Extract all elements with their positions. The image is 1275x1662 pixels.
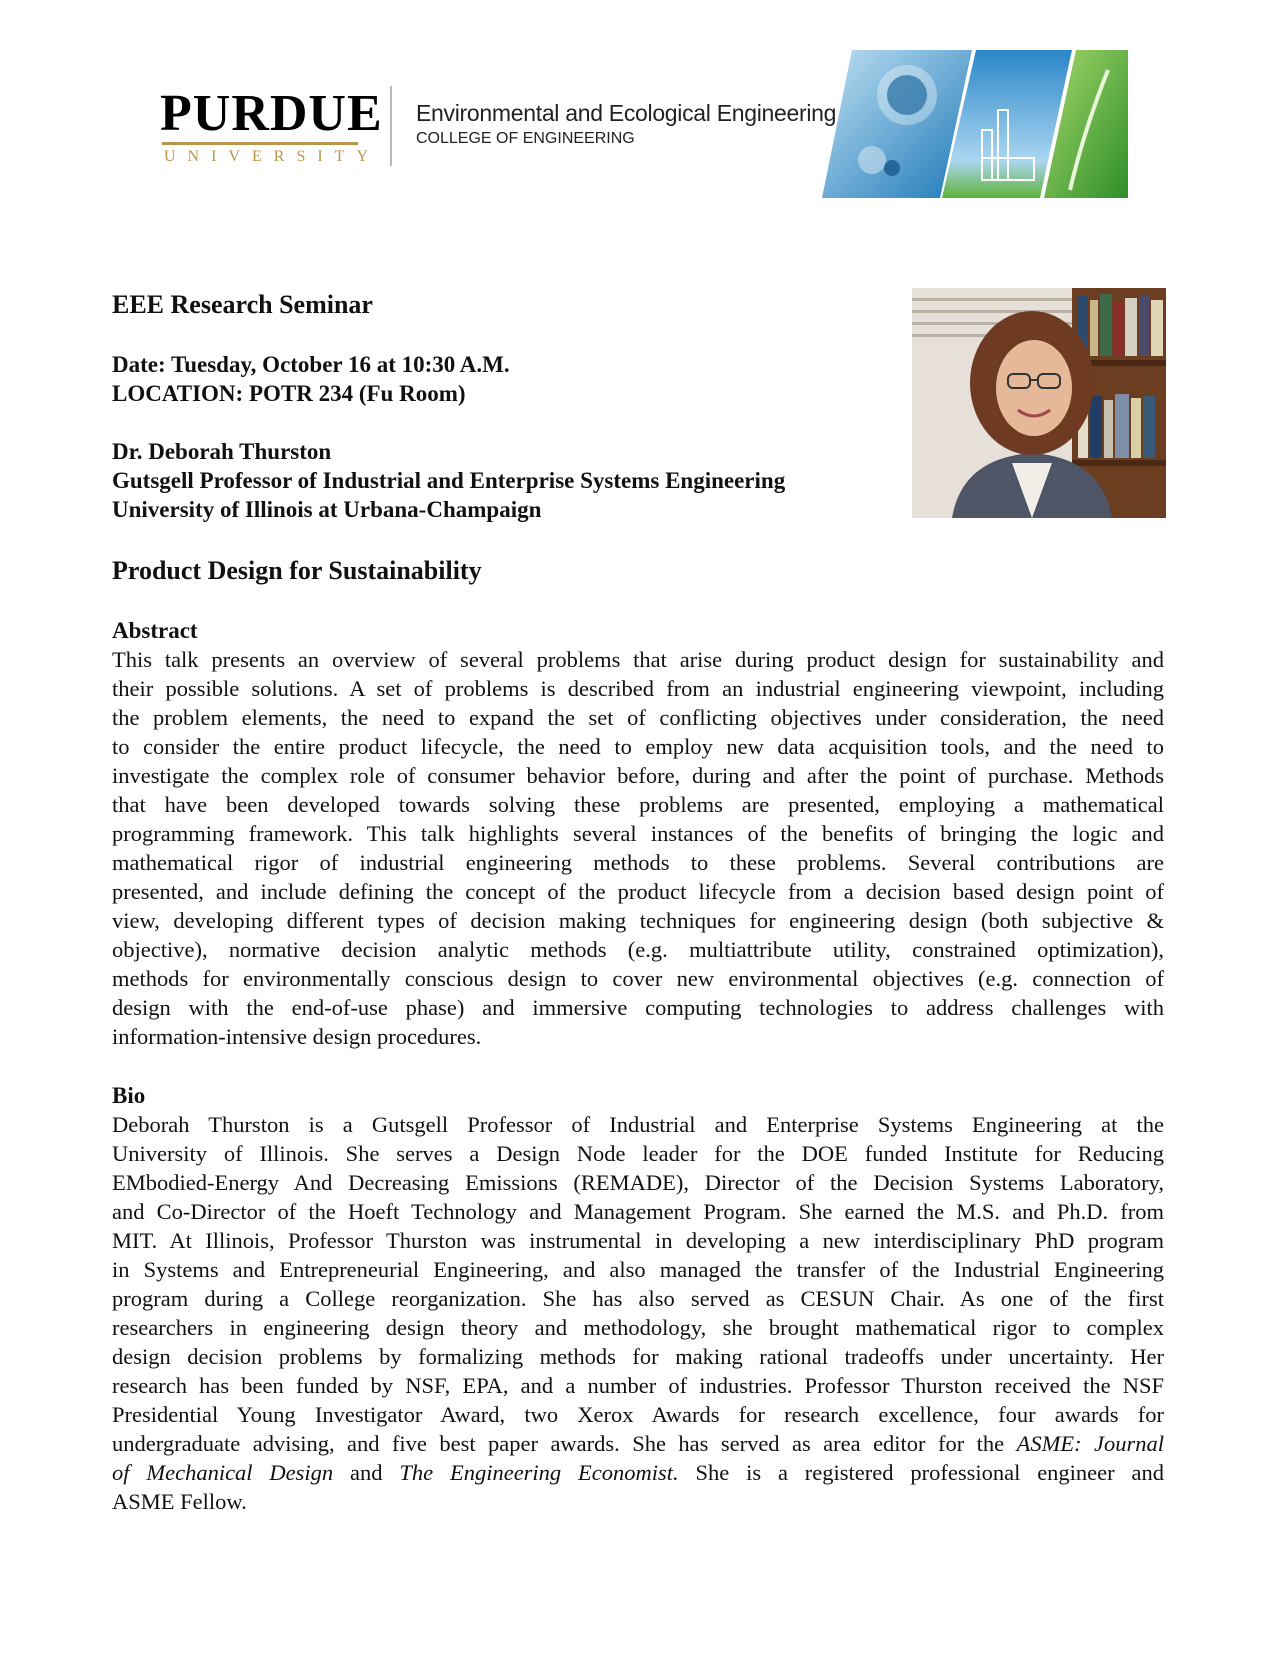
abstract-line: information-intensive design procedures.	[112, 1024, 482, 1049]
bio-line: Presidential Young Investigator Award, two Xerox Awards for research excellence, four awards for	[112, 1402, 1164, 1427]
abstract-line: that have been developed towards solving these problems are presented, employing a mathematical	[112, 792, 1164, 817]
bio-text-segment: She is a registered professional engineer and	[678, 1460, 1164, 1485]
header-divider	[390, 86, 392, 166]
abstract-line: the problem elements, the need to expand the set of conflicting objectives under consideration, the need	[112, 705, 1164, 730]
bio-line: MIT. At Illinois, Professor Thurston was instrumental in developing a new interdisciplinary PhD program	[112, 1228, 1164, 1253]
journal-name: ASME: Journal	[1016, 1431, 1164, 1456]
abstract-line: This talk presents an overview of several problems that arise during product design for sustainability and	[112, 647, 1164, 672]
journal-name-cont: of Mechanical Design	[112, 1460, 334, 1485]
bio-line-journal	[112, 1429, 1164, 1458]
bio-line: research has been funded by NSF, EPA, and a number of industries. Professor Thurston received the NSF	[112, 1373, 1164, 1398]
journal-name-2: The Engineering Economist.	[399, 1460, 679, 1485]
logo-rule	[162, 142, 358, 145]
talk-title: Product Design for Sustainability	[112, 556, 482, 585]
speaker-name: Dr. Deborah Thurston	[112, 439, 332, 464]
abstract-line: investigate the complex role of consumer behavior before, during and after the point of purchase. Methods	[112, 763, 1164, 788]
event-date: Date: Tuesday, October 16 at 10:30 A.M.	[112, 352, 510, 377]
speaker-photo	[912, 288, 1166, 518]
abstract-line: design with the end-of-use phase) and immersive computing technologies to address challenges with	[112, 995, 1164, 1020]
abstract-line: presented, and include defining the concept of the product lifecycle from a decision based design point of	[112, 879, 1164, 904]
abstract-line: mathematical rigor of industrial engineering methods to these problems. Several contributions are	[112, 850, 1164, 875]
college-name: COLLEGE OF ENGINEERING	[416, 130, 635, 147]
abstract-line: their possible solutions. A set of problems is described from an industrial engineering viewpoint, including	[112, 676, 1164, 701]
abstract-line: to consider the entire product lifecycle, the need to employ new data acquisition tools, and the need to	[112, 734, 1164, 759]
bio-line: in Systems and Entrepreneurial Engineering, and also managed the transfer of the Industrial Engineering	[112, 1257, 1164, 1282]
bio-heading: Bio	[112, 1083, 146, 1108]
bio-text-segment: and	[333, 1460, 400, 1485]
bio-line: researchers in engineering design theory and methodology, she brought mathematical rigor to complex	[112, 1315, 1164, 1340]
abstract-text	[112, 645, 1164, 1051]
university-wordmark: UNIVERSITY	[164, 148, 380, 165]
purdue-logo	[160, 85, 383, 168]
department-name: Environmental and Ecological Engineering	[416, 100, 837, 126]
seminar-series: EEE Research Seminar	[112, 290, 373, 319]
speaker-affiliation: University of Illinois at Urbana-Champaign	[112, 497, 542, 522]
bio-text	[112, 1110, 1164, 1516]
abstract-line: view, developing different types of decision making techniques for engineering design (both subjective &	[112, 908, 1164, 933]
speaker-position: Gutsgell Professor of Industrial and Enterprise Systems Engineering	[112, 468, 786, 493]
bio-line-journal-cont	[112, 1458, 1164, 1487]
bio-line: EMbodied-Energy And Decreasing Emissions (REMADE), Director of the Decision Systems Laboratory,	[112, 1170, 1164, 1195]
abstract-line: methods for environmentally conscious design to cover new environmental objectives (e.g. connection of	[112, 966, 1164, 991]
abstract-line: objective), normative decision analytic methods (e.g. multiattribute utility, constrained optimization),	[112, 937, 1164, 962]
bio-line: and Co-Director of the Hoeft Technology and Management Program. She earned the M.S. and Ph.D. from	[112, 1199, 1164, 1224]
bio-line: program during a College reorganization. She has also served as CESUN Chair. As one of the first	[112, 1286, 1164, 1311]
letterhead	[0, 0, 1275, 210]
event-location: LOCATION: POTR 234 (Fu Room)	[112, 381, 466, 406]
department-banner-image	[822, 50, 1128, 198]
bio-line: design decision problems by formalizing methods for making rational tradeoffs under uncertainty. Her	[112, 1344, 1164, 1369]
bio-line: University of Illinois. She serves a Design Node leader for the DOE funded Institute for Reducing	[112, 1141, 1164, 1166]
bio-line: Deborah Thurston is a Gutsgell Professor of Industrial and Enterprise Systems Engineering at the	[112, 1112, 1164, 1137]
bio-line: ASME Fellow.	[112, 1489, 247, 1514]
purdue-wordmark: PURDUE	[160, 85, 383, 142]
bio-text-segment: undergraduate advising, and five best paper awards. She has served as area editor for the	[112, 1431, 1017, 1456]
abstract-line: programming framework. This talk highlights several instances of the benefits of bringing the logic and	[112, 821, 1164, 846]
abstract-heading: Abstract	[112, 618, 198, 643]
